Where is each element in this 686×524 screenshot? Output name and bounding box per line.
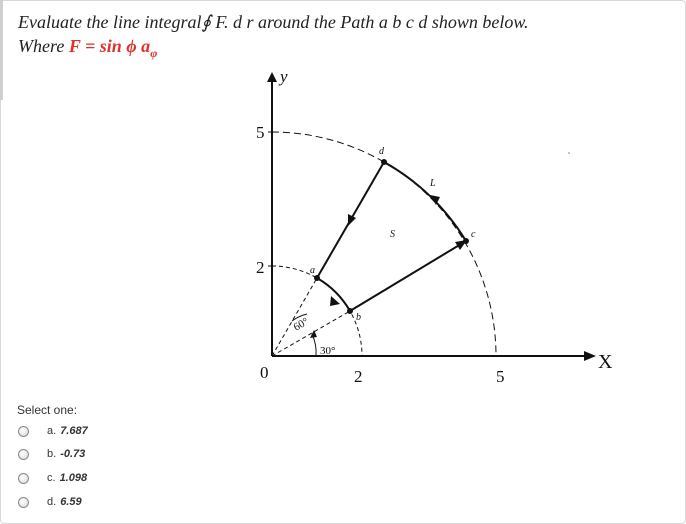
path-segment-ab (317, 278, 350, 311)
point-b-dot (347, 308, 353, 314)
tick-label-x-2: 2 (354, 367, 363, 384)
x-axis-label: X (598, 351, 613, 373)
option-letter: d. (47, 496, 57, 508)
path-diagram (240, 64, 640, 384)
option-value: 6.59 (60, 496, 82, 508)
point-d-dot (381, 159, 387, 165)
x-axis-arrow-icon (584, 351, 596, 361)
point-a-label: a (310, 265, 315, 276)
ray-60-degree (272, 278, 317, 356)
surface-S-label: S (390, 229, 395, 240)
path-segment-bc (350, 241, 466, 311)
answer-option-d[interactable] (18, 493, 82, 511)
option-value: 7.687 (60, 425, 88, 437)
path-segment-cd (384, 162, 466, 241)
answer-option-a[interactable] (18, 422, 88, 440)
radio-d[interactable] (18, 497, 29, 508)
select-one-label: Select one: (17, 403, 78, 417)
ray-30-degree (272, 311, 350, 356)
angle-60-label: 60° (291, 315, 311, 334)
y-axis-label: y (280, 67, 288, 86)
point-b-label: b (356, 312, 361, 323)
answer-option-b[interactable] (18, 445, 85, 463)
y-axis-arrow-icon (267, 72, 277, 82)
radio-b[interactable] (18, 449, 29, 460)
left-accent-bar (0, 0, 3, 100)
radio-a[interactable] (18, 426, 29, 437)
option-letter: b. (47, 448, 57, 460)
point-c-dot (463, 238, 469, 244)
arrow-ab-icon (330, 296, 340, 306)
question-text: Evaluate the line integral∮ F. d r around the Path a b c d shown below. (18, 12, 529, 32)
tick-label-x-5: 5 (496, 367, 505, 384)
tick-label-y-5: 5 (256, 123, 265, 142)
option-letter: a. (47, 425, 57, 437)
formula-subscript: φ (150, 46, 158, 60)
point-c-label: c (471, 229, 476, 240)
radio-c[interactable] (18, 473, 29, 484)
option-value: 1.098 (59, 472, 88, 484)
stray-mark (568, 152, 570, 154)
where-text: Where (18, 36, 69, 56)
point-d-label: d (379, 146, 384, 157)
curve-L-label: L (430, 178, 436, 189)
formula-rhs: sin ϕ a (99, 36, 151, 56)
question-formula-line (18, 36, 157, 61)
answer-option-c[interactable] (18, 469, 87, 487)
tick-label-y-2: 2 (256, 258, 265, 277)
origin-label: 0 (260, 363, 269, 382)
option-letter: c. (47, 472, 56, 484)
formula-lhs: F = (68, 36, 100, 56)
option-value: -0.73 (60, 448, 86, 460)
angle-30-label: 30° (320, 345, 336, 357)
